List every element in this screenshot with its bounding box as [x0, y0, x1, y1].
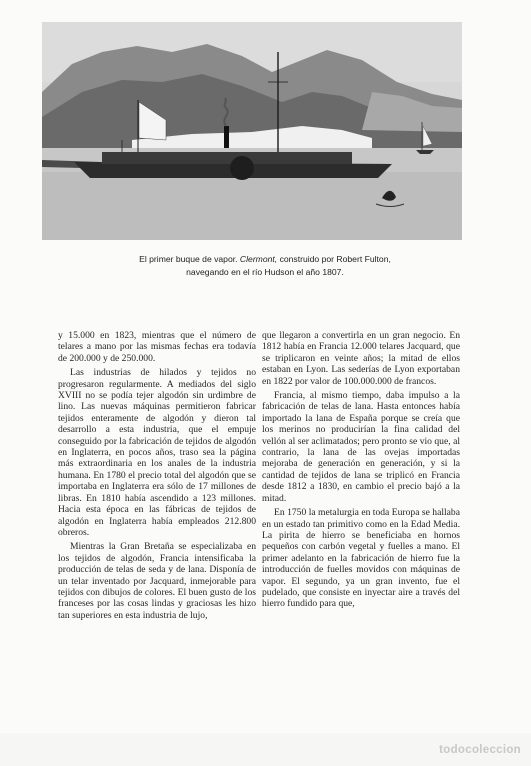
caption-line1-after: construido por Robert Fulton, — [279, 254, 391, 264]
paragraph: Mientras la Gran Bretaña se especializaba en los tejidos de algodón, Francia intensificaba la producción de telas de seda y de lana. Disponía de un telar inventado por Jacquard, inmejorable para tejidos con dibujos de colores. El buen gusto de los franceses por las cosas lindas y graciosas les hizo tan superiores en esta industria de lujo, — [58, 541, 256, 621]
paragraph: Francia, al mismo tiempo, daba impulso a la fabricación de telas de lana. Hasta entonces había importado la lana de España porque se creía que los merinos no producirían la fina calidad del vellón al ser aclimatados; pero pronto se vio que, al contrario, la lana de las ovejas importadas mejoraba de generación en generación, y si la cantidad de tejidos de lana se triplicó en Francia desde 1812 a 1830, en cambio el precio bajó a la mitad. — [262, 390, 460, 504]
caption-ship-name: Clermont, — [239, 254, 278, 264]
paragraph: y 15.000 en 1823, mientras que el número de telares a mano por las mismas fechas era todavía de 200.000 y de 250.000. — [58, 330, 256, 364]
watermark: todocoleccion — [439, 744, 521, 756]
paragraph: Las industrias de hilados y tejidos no progresaron regularmente. A mediados del siglo XVIII no se podía tejer algodón sin urdimbre de lino. Las nuevas máquinas permitieron fabricar tejidos enteramente de algodón y dieron tal desarrollo a esta industria, que el empuje conseguido por la fabricación de tejidos de algodón en Inglaterra, en pocos años, traso sea la página más extraordinaria en los anales de la industria humana. En 1780 el precio total del algodón que se importaba en Inglaterra era sólo de 17 millones de libras. En 1810 había ascendido a 123 millones. Hacia esta época en las fábricas de tejidos de algodón en Inglaterra había empleados 212.800 obreros. — [58, 367, 256, 538]
figure-caption — [60, 253, 470, 278]
paragraph: que llegaron a convertirla en un gran negocio. En 1812 había en Francia 12.000 telares Jacquard, que se triplicaron en veinte años; la mitad de ellos estaban en Lyon. Las sederías de Lyon exportaban en 1822 por valor de 100.000.000 de francos. — [262, 330, 460, 387]
caption-line1-before: El primer buque de vapor. — [139, 254, 238, 264]
left-text-column — [58, 330, 256, 766]
paragraph: En 1750 la metalurgia en toda Europa se hallaba en un estado tan primitivo como en la Edad Media. La pirita de hierro se beneficiaba en hornos pequeños con carbón vegetal y fuelles a mano. El primer adelanto en la fabricación de hierro fue la introducción de fuelles movidos con máquinas de vapor. El segundo, ya un gran invento, fue el pudelado, que consiste en inyectar aire a través del hierro fundido para que, — [262, 507, 460, 610]
caption-line2: navegando en el río Hudson el año 1807. — [186, 266, 344, 277]
right-text-column — [262, 330, 460, 766]
steamboat-illustration — [42, 22, 462, 240]
